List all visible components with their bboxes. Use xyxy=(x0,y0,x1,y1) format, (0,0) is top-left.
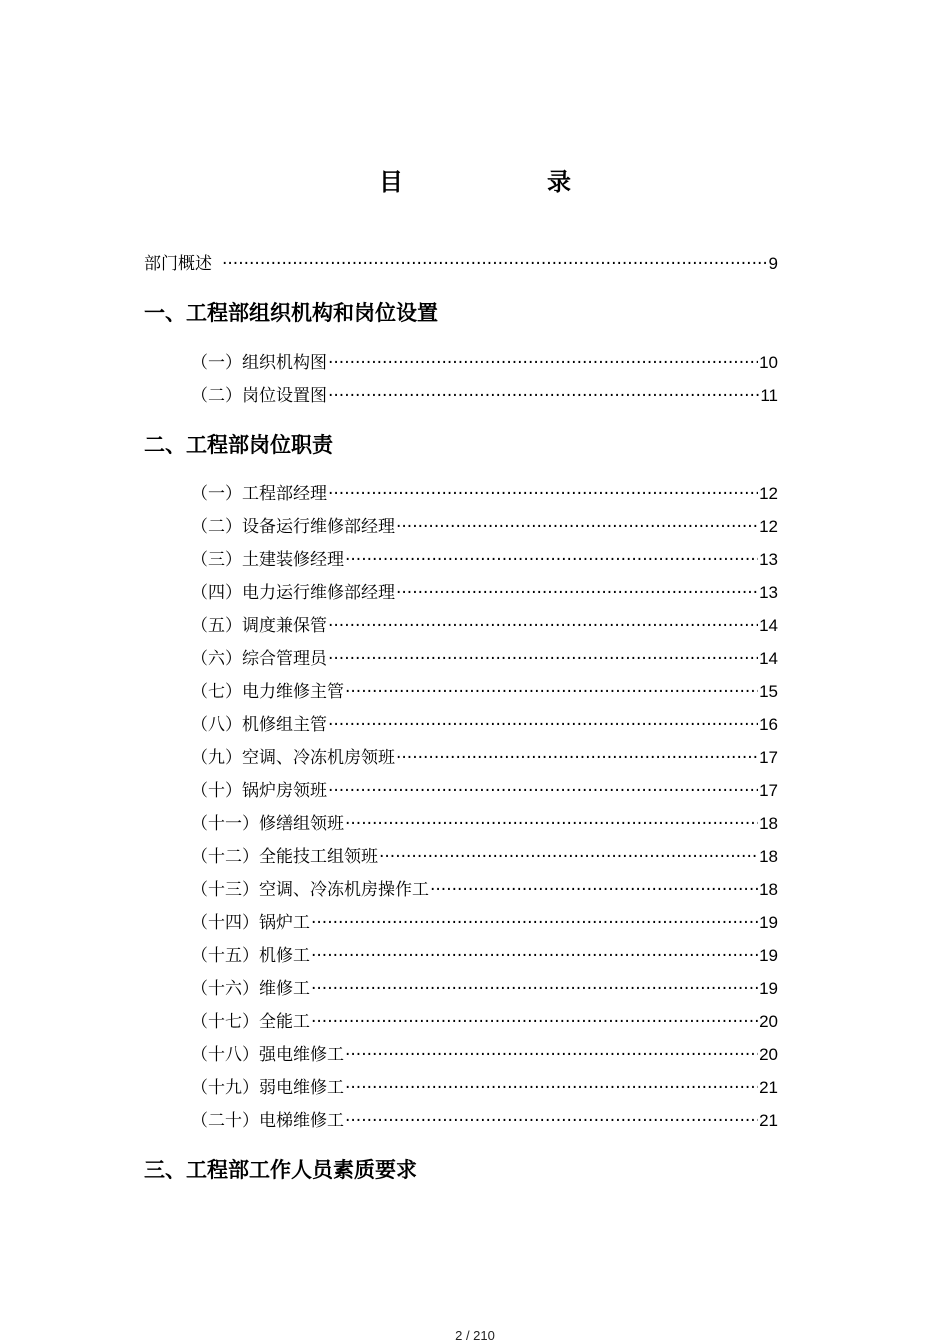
toc-entry-label: （十八）强电维修工 xyxy=(191,1045,344,1065)
section-heading-3[interactable]: 三、工程部工作人员素质要求 xyxy=(144,1158,417,1182)
toc-entry[interactable] xyxy=(191,482,778,506)
toc-entry[interactable] xyxy=(191,680,778,704)
toc-entry-label: （十六）维修工 xyxy=(191,979,310,999)
toc-entry-page: 21 xyxy=(759,1111,778,1130)
toc-entry-page: 15 xyxy=(759,682,778,701)
toc-entry[interactable] xyxy=(191,581,778,605)
toc-entry[interactable] xyxy=(191,1076,778,1100)
toc-entry-label: （十三）空调、冷冻机房操作工 xyxy=(191,880,429,900)
dot-leader xyxy=(328,713,758,737)
toc-entry[interactable] xyxy=(191,548,778,572)
toc-entry-page: 14 xyxy=(759,616,778,635)
toc-entry[interactable] xyxy=(191,746,778,770)
toc-entry-page: 18 xyxy=(759,880,778,899)
dot-leader xyxy=(430,878,758,902)
toc-entry[interactable] xyxy=(191,515,778,539)
toc-entry[interactable] xyxy=(191,779,778,803)
dot-leader xyxy=(328,482,758,506)
dot-leader xyxy=(345,812,758,836)
toc-entry-page: 19 xyxy=(759,979,778,998)
toc-entry[interactable] xyxy=(191,944,778,968)
section-heading-2[interactable]: 二、工程部岗位职责 xyxy=(144,433,333,457)
toc-entry-label: （一）组织机构图 xyxy=(191,353,327,373)
toc-entry-page: 11 xyxy=(760,386,778,405)
toc-entry[interactable] xyxy=(191,351,778,375)
toc-entry[interactable] xyxy=(191,647,778,671)
toc-entry-page: 20 xyxy=(759,1012,778,1031)
dot-leader xyxy=(311,977,758,1001)
dot-leader xyxy=(345,1109,758,1133)
toc-entry[interactable] xyxy=(191,1010,778,1034)
dot-leader xyxy=(396,515,758,539)
toc-entry[interactable] xyxy=(191,384,778,408)
toc-entry[interactable] xyxy=(191,614,778,638)
toc-entry-label: （十）锅炉房领班 xyxy=(191,781,327,801)
toc-entry[interactable] xyxy=(191,911,778,935)
toc-entry-page: 17 xyxy=(759,748,778,767)
toc-entry-label: （十一）修缮组领班 xyxy=(191,814,344,834)
toc-entry[interactable] xyxy=(191,713,778,737)
toc-entry-page: 19 xyxy=(759,913,778,932)
toc-entry-label: （九）空调、冷冻机房领班 xyxy=(191,748,395,768)
dot-leader xyxy=(396,581,758,605)
dot-leader xyxy=(328,647,758,671)
toc-entry-page: 13 xyxy=(759,583,778,602)
toc-entry-label: （五）调度兼保管 xyxy=(191,616,327,636)
toc-entry-overview[interactable] xyxy=(144,252,778,276)
dot-leader xyxy=(222,252,768,276)
dot-leader xyxy=(328,614,758,638)
toc-entry-page: 10 xyxy=(759,353,778,372)
toc-entry-label: （十九）弱电维修工 xyxy=(191,1078,344,1098)
page-indicator: 2 / 210 xyxy=(455,1328,495,1343)
dot-leader xyxy=(328,384,759,408)
toc-entry-page: 21 xyxy=(759,1078,778,1097)
toc-entry-page: 19 xyxy=(759,946,778,965)
toc-title: 目 录 xyxy=(379,168,631,196)
toc-entry-page: 18 xyxy=(759,814,778,833)
toc-entry[interactable] xyxy=(191,977,778,1001)
toc-entry-page: 12 xyxy=(759,517,778,536)
toc-entry-label: （六）综合管理员 xyxy=(191,649,327,669)
dot-leader xyxy=(345,1076,758,1100)
toc-entry[interactable] xyxy=(191,878,778,902)
toc-entry-label: （十二）全能技工组领班 xyxy=(191,847,378,867)
dot-leader xyxy=(311,911,758,935)
toc-entry-label: （七）电力维修主管 xyxy=(191,682,344,702)
dot-leader xyxy=(328,351,758,375)
toc-entry-label: （二）岗位设置图 xyxy=(191,386,327,406)
toc-entry-label: （一）工程部经理 xyxy=(191,484,327,504)
toc-entry[interactable] xyxy=(191,845,778,869)
dot-leader xyxy=(345,1043,758,1067)
toc-entry-page: 12 xyxy=(759,484,778,503)
toc-entry-label: 部门概述 xyxy=(144,254,212,274)
dot-leader xyxy=(345,680,758,704)
toc-entry-label: （四）电力运行维修部经理 xyxy=(191,583,395,603)
toc-entry-label: （二）设备运行维修部经理 xyxy=(191,517,395,537)
toc-entry-page: 9 xyxy=(768,254,778,273)
toc-entry-label: （十四）锅炉工 xyxy=(191,913,310,933)
toc-entry-label: （十五）机修工 xyxy=(191,946,310,966)
toc-entry-label: （八）机修组主管 xyxy=(191,715,327,735)
dot-leader xyxy=(328,779,758,803)
toc-entry-page: 14 xyxy=(759,649,778,668)
dot-leader xyxy=(311,1010,758,1034)
toc-entry-page: 18 xyxy=(759,847,778,866)
toc-entry-label: （三）土建装修经理 xyxy=(191,550,344,570)
toc-entry-page: 17 xyxy=(759,781,778,800)
dot-leader xyxy=(396,746,758,770)
toc-entry-label: （十七）全能工 xyxy=(191,1012,310,1032)
toc-entry-page: 16 xyxy=(759,715,778,734)
toc-entry[interactable] xyxy=(191,1043,778,1067)
toc-entry-page: 20 xyxy=(759,1045,778,1064)
toc-entry-page: 13 xyxy=(759,550,778,569)
section-heading-1[interactable]: 一、工程部组织机构和岗位设置 xyxy=(144,301,438,325)
toc-entry-label: （二十）电梯维修工 xyxy=(191,1111,344,1131)
dot-leader xyxy=(345,548,758,572)
dot-leader xyxy=(379,845,758,869)
dot-leader xyxy=(311,944,758,968)
toc-entry[interactable] xyxy=(191,1109,778,1133)
toc-entry[interactable] xyxy=(191,812,778,836)
